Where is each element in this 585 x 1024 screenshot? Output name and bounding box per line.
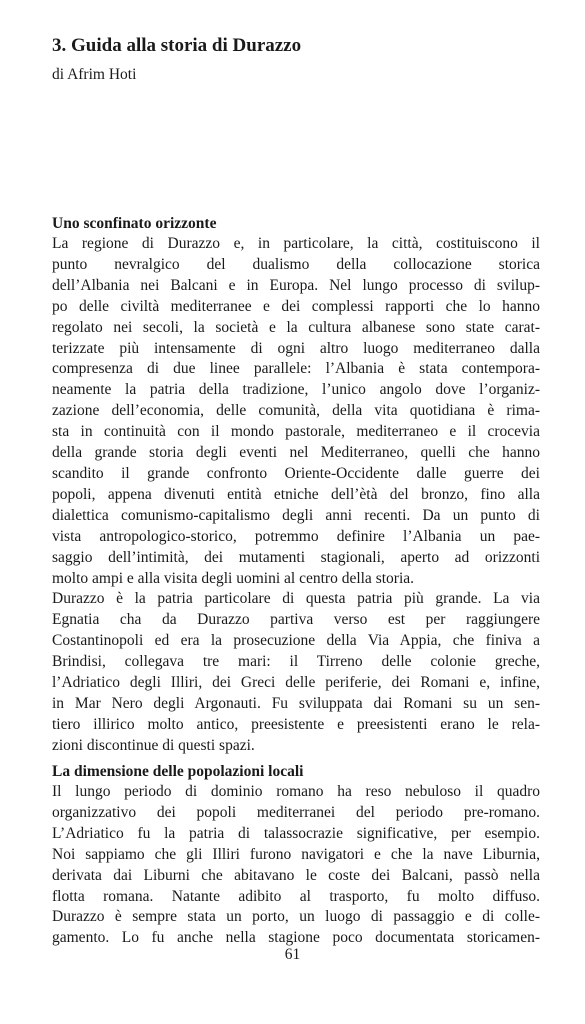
section-2 xyxy=(52,761,540,949)
text-line: Durazzo è sempre stata un porto, un luogo di passaggio e di colle- xyxy=(52,908,540,926)
text-line: della grande storia degli eventi nel Mediterraneo, quelli che hanno xyxy=(52,444,540,462)
text-line: vista antropologico-storico, potremmo definire l’Albania un pae- xyxy=(52,527,540,545)
text-line: derivata dai Liburni che abitavano le coste dei Balcani, passò nella xyxy=(52,866,540,884)
text-line: terizzate più intensamente di ogni altro luogo mediterraneo dalla xyxy=(52,339,540,357)
chapter-title: 3. Guida alla storia di Durazzo xyxy=(52,35,302,56)
text-line: l’Adriatico degli Illiri, dei Greci delle periferie, dei Romani e, infine, xyxy=(52,674,540,692)
text-line: Brindisi, collegava tre mari: il Tirreno delle colonie greche, xyxy=(52,653,540,671)
text-line: tiero illirico molto antico, preesistente e preesistenti erano le rela- xyxy=(52,715,540,733)
text-line: dell’Albania nei Balcani e in Europa. Nel lungo processo di svilup- xyxy=(52,276,540,294)
text-line: Egnatia cha da Durazzo partiva verso est per raggiungere xyxy=(52,611,540,629)
text-line: Noi sappiamo che gli Illiri furono navigatori e che la nave Liburnia, xyxy=(52,845,540,863)
chapter-author: di Afrim Hoti xyxy=(52,66,137,83)
text-line: molto ampi e alla visita degli uomini al centro della storia. xyxy=(52,569,415,587)
text-line: scandito il grande confronto Oriente-Occidente dalle guerre dei xyxy=(52,464,540,482)
text-line: zazione dell’economia, delle comunità, della vita quotidiana è rima- xyxy=(52,402,540,420)
text-line: flotta romana. Natante adibito al trasporto, fu molto diffuso. xyxy=(52,887,540,905)
text-line: dialettica comunismo-capitalismo degli anni recenti. Da un punto di xyxy=(52,506,540,524)
text-line: punto nevralgico del dualismo della collocazione storica xyxy=(52,255,540,273)
text-line: Durazzo è la patria particolare di questa patria più grande. La via xyxy=(52,590,540,608)
text-line: compresenza di due linee parallele: l’Albania è stata contempora- xyxy=(52,360,540,378)
text-line: regolato nei secoli, la società e la cultura albanese sono state carat- xyxy=(52,318,540,336)
text-line: Il lungo periodo di dominio romano ha reso nebuloso il quadro xyxy=(52,783,540,800)
document-page xyxy=(52,32,540,947)
text-line: popoli, appena divenuti entità etniche dell’ètà del bronzo, fino alla xyxy=(52,485,540,503)
section-body xyxy=(52,782,540,949)
text-line: La regione di Durazzo e, in particolare, la città, costituiscono il xyxy=(52,235,540,252)
text-line: in Mar Nero degli Argonauti. Fu sviluppata dai Romani su un sen- xyxy=(52,694,540,712)
text-line: gamento. Lo fu anche nella stagione poco documentata storicamen- xyxy=(52,929,540,947)
section-body xyxy=(52,234,540,757)
text-line: Costantinopoli ed era la prosecuzione della Via Appia, che finiva a xyxy=(52,632,540,650)
text-line: organizzativo dei popoli mediterranei del periodo pre-romano. xyxy=(52,803,540,821)
text-line: L’Adriatico fu la patria di talassocrazie significative, per esempio. xyxy=(52,824,540,842)
text-line: saggio dell’intimità, dei mutamenti stagionali, aperto ad orizzonti xyxy=(52,548,540,566)
section-heading: Uno sconfinato orizzonte xyxy=(52,215,217,232)
text-line: sta in continuità con il mondo pastorale, mediterraneo e il crocevia xyxy=(52,423,540,441)
text-line: zioni discontinue di questi spazi. xyxy=(52,736,255,754)
text-line: po delle civiltà mediterranee e dei complessi rapporti che lo hanno xyxy=(52,297,540,315)
section-1 xyxy=(52,213,540,757)
section-heading: La dimensione delle popolazioni locali xyxy=(52,763,304,780)
page-number: 61 xyxy=(284,946,301,963)
text-line: neamente la patria della tradizione, l’unico angolo dove l’organiz- xyxy=(52,381,540,399)
